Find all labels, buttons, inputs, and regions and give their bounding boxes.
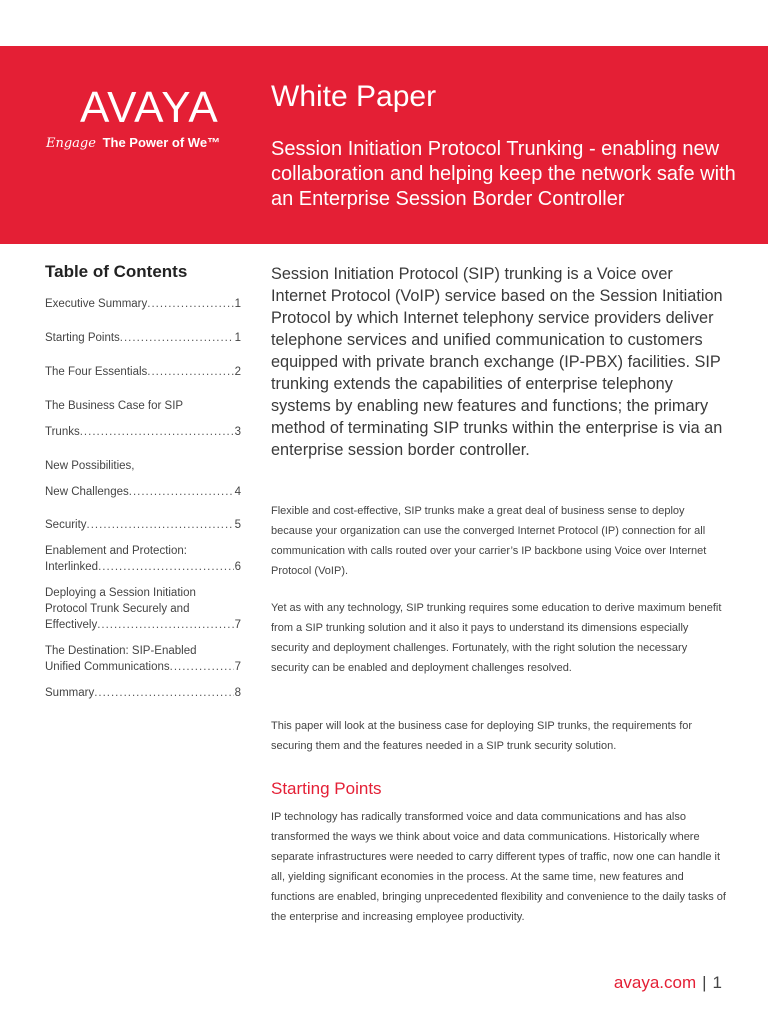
toc-leader-dots [80,424,234,440]
document-type-title: White Paper [271,80,437,113]
toc-entry-label: Trunks [45,426,80,438]
toc-entry-row [45,685,241,701]
toc-entry-row [45,617,241,633]
toc-entry-label: Executive Summary [45,298,148,310]
toc-entry-label: New Challenges [45,486,129,498]
tagline-script: Engage [46,136,96,151]
toc-entry[interactable] [45,398,241,440]
toc-leader-dots [94,685,233,701]
toc-entry-page: 7 [234,619,241,631]
toc-entry-row [45,659,241,675]
toc-entry-title-line: Enablement and Protection: [45,545,187,557]
avaya-logo: AVAYA [80,83,219,132]
toc-entry-page: 1 [234,332,241,344]
toc-leader-dots [97,617,233,633]
toc-entry-label: Interlinked [45,561,99,573]
toc-entry[interactable] [45,643,241,675]
toc-entry-row [45,517,241,533]
toc-entry[interactable] [45,517,241,533]
toc-entry-row [45,330,241,346]
toc-entry[interactable] [45,296,241,312]
toc-entry-title-line: Deploying a Session Initiation Protocol Trunk Securely and [45,587,196,615]
toc-heading: Table of Contents [45,262,188,281]
body-paragraph-1: Flexible and cost-effective, SIP trunks make a great deal of business sense to deploy because your organization can use the converged Internet Protocol (IP) connection for all communication with calls routed over your carrier’s IP backbone using Voice over Internet Protocol (VoIP). [271,505,707,577]
toc-entry-page: 2 [234,366,241,378]
toc-entry-row [45,296,241,312]
tagline [46,135,220,151]
toc-entry-label: Effectively [45,619,98,631]
toc-entry-page: 6 [234,561,241,573]
toc-entry-row [45,559,241,575]
toc-entry-label: Summary [45,687,95,699]
page-footer [614,973,722,993]
footer-separator: | [702,973,707,992]
toc-entry-page: 5 [234,519,241,531]
toc-entry-page: 8 [234,687,241,699]
toc-entry[interactable] [45,330,241,346]
toc-entry-label: Unified Communications [45,661,170,673]
toc-entry-page: 4 [234,486,241,498]
toc-entry-row [45,364,241,380]
toc-entry-page: 7 [234,661,241,673]
toc-entry-row [45,484,241,500]
toc-entry-label: The Four Essentials [45,366,148,378]
document-subtitle: Session Initiation Protocol Trunking - enabling new collaboration and helping keep the network safe with an Enterprise Session Border Controller [271,138,736,210]
toc-entry[interactable] [45,458,241,500]
toc-entry-label: Security [45,519,87,531]
toc-entry[interactable] [45,364,241,380]
body-paragraph-3: This paper will look at the business case for deploying SIP trunks, the requirements for securing them and the features needed in a SIP trunk security solution. [271,720,693,752]
toc-entry-title-line: The Destination: SIP-Enabled [45,645,197,657]
toc-leader-dots [147,296,233,312]
toc-entry-title-line: New Possibilities, [45,460,135,472]
toc-leader-dots [120,330,234,346]
tagline-text: The Power of We™ [102,135,221,150]
toc-entry-label: Starting Points [45,332,120,344]
toc-entry[interactable] [45,585,241,633]
table-of-contents [45,262,241,701]
toc-list [45,296,241,701]
toc-leader-dots [87,517,234,533]
toc-entry-page: 3 [234,426,241,438]
toc-entry-title-line: The Business Case for SIP [45,400,184,412]
toc-leader-dots [170,659,234,675]
toc-leader-dots [98,559,234,575]
toc-entry[interactable] [45,685,241,701]
toc-entry-row [45,424,241,440]
lead-paragraph: Session Initiation Protocol (SIP) trunking is a Voice over Internet Protocol (VoIP) service based on the Session Initiation Protocol by which Internet telephony service providers deliver telephone services and unified communication to customers equipped with private branch exchange (IP-PBX) facilities. SIP trunking extends the capabilities of enterprise telephony systems by enabling new features and functions; the primary method of terminating SIP trunks within the enterprise is via an enterprise session border controller. [271,265,723,459]
toc-entry-page: 1 [234,298,241,310]
section-heading-starting-points: Starting Points [271,779,382,798]
toc-leader-dots [147,364,233,380]
body-paragraph-4: IP technology has radically transformed voice and data communications and has also transformed the ways we think about voice and data communications. Historically where separate infrastructures were needed to carry different types of traffic, now one can handle it all, yielding significant economies in the process. At the same time, new features and functions are enabled, bringing unprecedented flexibility and convenience to the daily tasks of the enterprise and increasing employee productivity. [271,811,726,923]
footer-site-link[interactable]: avaya.com [613,973,697,992]
page-number: 1 [712,973,722,992]
body-paragraph-2: Yet as with any technology, SIP trunking requires some education to derive maximum benefit from a SIP trunking solution and it also it pays to understand its dimensions especially security and deployment challenges. Fortunately, with the right solution the necessary security can be enabled and deployment challenges resolved. [271,602,722,674]
toc-entry[interactable] [45,543,241,575]
toc-leader-dots [129,484,234,500]
